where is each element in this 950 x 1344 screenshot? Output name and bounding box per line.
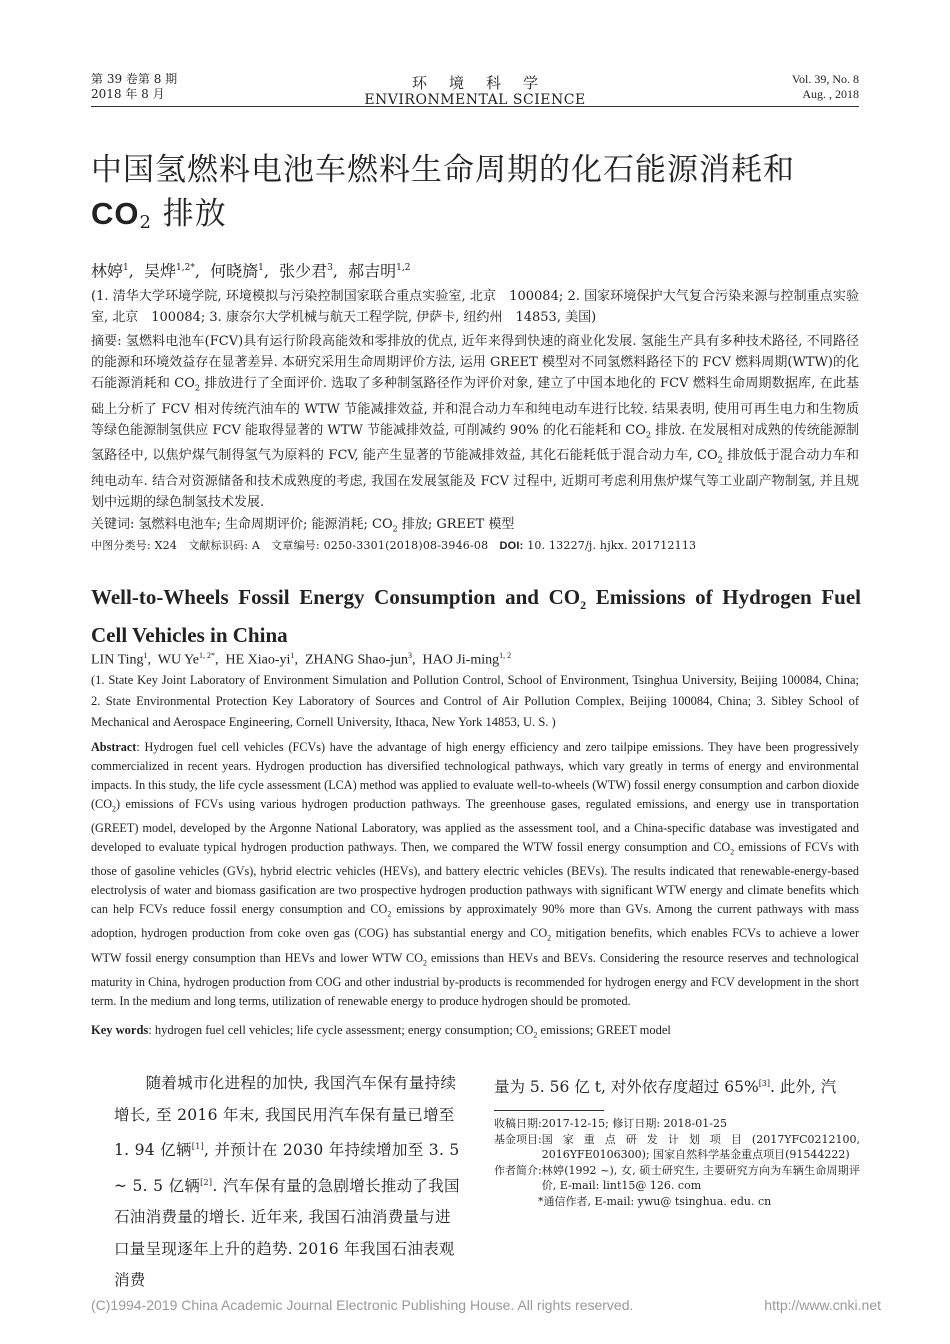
- title-en-part: Emissions of Hydrogen Fuel Cell Vehicles in China: [91, 585, 861, 648]
- title-en: [91, 582, 861, 650]
- keywords-cn: [91, 514, 859, 540]
- authors-cn: 林婷$^1$, 吴烨$^{1,2*}$, 何晓旖$^1$, 张少君$^3$, 郝吉明$^{1,2}$: [91, 261, 411, 281]
- affiliation-cn: (1. 清华大学环境学院, 环境模拟与污染控制国家联合重点实验室, 北京 100084; 2. 国家环境保护大气复合污染来源与控制重点实验室, 北京 100084; 3. 康奈尔大学机械与航天工程学院, 伊萨卡, 纽约州 14853, 美国): [91, 289, 859, 325]
- footnote-fund: [494, 1132, 860, 1163]
- author-en: HE Xiao-yi: [225, 652, 291, 668]
- keywords-cn-label: 关键词:: [91, 517, 135, 532]
- header-volume-en: [792, 72, 859, 102]
- abstract-en-text: emissions by approximately 90% more than GVs. Among the current pathways with mass adoption, hydrogen production from coke oven gas (COG) has substantial energy and CO: [91, 902, 859, 941]
- authors-en: LIN Ting$^1$, WU $Ye^{1, 2*}$, HE Xiao-$yi^1$, ZHANG Shao-jun$^3$, HAO Ji-ming$^{1, 2}$: [91, 651, 512, 668]
- sub-2: 2: [717, 455, 723, 465]
- body-text: , 并预计在 2030 年持续增加至 3. 5 ~ 5. 5 亿辆: [114, 1141, 460, 1195]
- title-cn-co: CO: [91, 196, 140, 231]
- abstract-cn-text: 排放低于混合动力车和纯电动车. 结合对资源储备和技术成熟度的考虑, 我国在发展氢能及 FCV 过程中, 近期可考虑利用焦炉煤气等工业副产物制氢, 并且规划中远期的绿色制氢技术发展.: [91, 448, 859, 510]
- copyright-url[interactable]: http://www.cnki.net: [764, 1297, 881, 1313]
- footnotes: [494, 1116, 860, 1209]
- author-cn-aff: 1: [258, 263, 264, 273]
- abstract-cn-label: 摘要:: [91, 334, 122, 349]
- author-en: LIN Ting: [91, 652, 144, 668]
- abstract-en-text: : Hydrogen fuel cell vehicles (FCVs) have the advantage of high energy efficiency and zero tailpipe emissions. They have been progressively commercialized in recent years. Hydrogen production has diversified technological pathways, which vary greatly in terms of energy and environmental impacts. In this study, the life cycle assessment (LCA) method was applied to evaluate well-to-wheels (WTW) fossil energy consumption and carbon dioxide (CO: [91, 740, 859, 811]
- body-right-column: [494, 1068, 860, 1104]
- abstract-cn: [91, 331, 859, 513]
- footnote-label: 收稿日期:: [494, 1117, 542, 1130]
- body-text: . 此外, 汽: [770, 1078, 837, 1097]
- body-text: 随着城市化进程的加快, 我国汽车保有量持续增长, 至 2016 年末, 我国民用汽车保有量已增至 1. 94 亿辆: [114, 1074, 457, 1160]
- author-en: WU Ye: [157, 652, 200, 668]
- sub-2: 2: [533, 1030, 538, 1040]
- author-cn-aff: 3: [327, 263, 333, 273]
- author-cn: 郝吉明: [348, 261, 397, 281]
- author-en: HAO Ji-ming: [422, 652, 500, 668]
- author-cn-aff: 1,2*: [176, 263, 195, 273]
- title-cn-sub: 2: [139, 212, 152, 233]
- sub-2: 2: [392, 524, 398, 534]
- volume-en: Vol. 39, No. 8: [791, 72, 859, 86]
- author-en-aff: 1, 2*: [199, 651, 216, 660]
- abstract-en-text: mitigation benefits, which enables FCVs to achieve a lower WTW fossil energy consumption than HEVs and lower WTW CO: [91, 926, 860, 965]
- footnote-label: 基金项目:: [494, 1132, 542, 1146]
- date-cn: 2018 年 8 月: [91, 87, 165, 101]
- author-en-aff: 3: [408, 651, 412, 660]
- footnote-text: 2017-12-15; 修订日期: 2018-01-25: [541, 1117, 727, 1130]
- abstract-en-label: Abstract: [91, 740, 137, 754]
- abstract-cn-text: 排放进行了全面评价. 选取了多种制氢路径作为评价对象, 建立了中国本地化的 FCV 燃料生命周期数据库, 在此基础上分析了 FCV 相对传统汽油车的 WTW 节能减排效益, 并和混合动力车和纯电动车进行比较. 结果表明, 使用可再生电力和生物质等绿色能源制氢供应 FCV 能取得显著的 WTW 节能减排效益, 可削减约 90% 的化石能耗和 CO: [91, 376, 859, 438]
- author-en-aff: 1: [290, 651, 295, 660]
- classification-text: 中图分类号: X24 文献标识码: A 文章编号: 0250-3301(2018)08-3946-08: [91, 539, 500, 552]
- footnote-corresponding: [494, 1194, 860, 1210]
- copyright-text: (C)1994-2019 China Academic Journal Electronic Publishing House. All rights reserved.: [91, 1297, 634, 1313]
- keywords-en-text: emissions; GREET model: [537, 1023, 671, 1037]
- journal-name-cn: 环境科学: [411, 74, 560, 92]
- footnote-author: [494, 1163, 860, 1194]
- sub-2: 2: [423, 958, 427, 968]
- footnote-received: [494, 1116, 860, 1132]
- date-en: Aug. , 2018: [802, 87, 859, 101]
- abstract-en-text: ) emissions of FCVs using various hydrogen production pathways. The greenhouse gases, regulated emissions, and energy use in transportation (GREET) model, developed by the Argonne National Laboratory, was applied as the assessment tool, and a China-specific database was investigated and developed to evaluate typical hydrogen production pathways. Then, we compared the WTW fossil energy consumption and CO: [91, 796, 859, 854]
- journal-name-en: ENVIRONMENTAL SCIENCE: [364, 92, 586, 108]
- copyright-line: [91, 1297, 881, 1313]
- author-cn: 张少君: [279, 261, 328, 281]
- reference-link[interactable]: [3]: [758, 1079, 771, 1088]
- doi-value[interactable]: 10. 13227/j. hjkx. 201712113: [523, 539, 697, 552]
- footnote-text: 通信作者, E-mail: ywu@ tsinghua. edu. cn: [543, 1194, 772, 1208]
- sub-2: 2: [645, 430, 651, 440]
- keywords-en-text: : hydrogen fuel cell vehicles; life cycle assessment; energy consumption; CO: [148, 1023, 534, 1037]
- classification-meta: [91, 538, 859, 554]
- abstract-cn-text: 排放. 在发展相对成熟的传统能源制氢路径中, 以焦炉煤气制得氢气为原料的 FCV, 能产生显著的节能减排效益, 其化石能耗低于混合动力车, CO: [91, 422, 859, 464]
- body-text: . 汽车保有量的急剧增长推动了我国石油消费量的增长. 近年来, 我国石油消费量与进口量呈现逐年上升的趋势. 2016 年我国石油表观消费: [114, 1176, 460, 1290]
- footnote-text: 国家重点研发计划项目(2017YFC0212100, 2016YFE0106300); 国家自然科学基金重点项目(91544222): [541, 1132, 860, 1161]
- sub-2: 2: [730, 847, 735, 857]
- body-text: 量为 5. 56 亿 t, 对外依存度超过 65%: [494, 1078, 759, 1097]
- header-rule: [91, 106, 859, 107]
- title-cn-line1: 中国氢燃料电池车燃料生命周期的化石能源消耗和: [91, 152, 795, 188]
- author-cn: 何晓旖: [210, 261, 259, 281]
- author-cn: 林婷: [91, 261, 124, 281]
- footnote-text: 林婷(1992 ~), 女, 硕士研究生, 主要研究方向为车辆生命周期评价, E-mail: lint15@ 126. com: [541, 1163, 860, 1192]
- author-en-aff: 1: [143, 651, 148, 660]
- affiliation-en: (1. State Key Joint Laboratory of Environment Simulation and Pollution Control, School of Environment, Tsinghua University, Beijing 100084, China; 2. State Environmental Protection Key Laboratory of Sources and Control of Air Pollution Complex, Beijing 100084, China; 3. Sibley School of Mechanical and Aerospace Engineering, Cornell University, Ithaca, New York 14853, U. S. ): [91, 673, 859, 729]
- sub-2: 2: [387, 909, 392, 919]
- sub-2: 2: [547, 933, 552, 943]
- author-cn-aff: 1: [123, 263, 129, 273]
- footnote-label: 作者简介:: [494, 1163, 542, 1177]
- keywords-cn-text: 排放; GREET 模型: [397, 517, 515, 532]
- reference-link[interactable]: [2]: [200, 1177, 213, 1187]
- sub-2: 2: [112, 804, 116, 814]
- doi-label: DOI:: [499, 540, 524, 552]
- sub-2: 2: [580, 598, 587, 613]
- author-cn-aff: 1,2: [396, 263, 411, 273]
- abstract-en-text: emissions than HEVs and BEVs. Considering the resource reserves and technological maturity in China, hydrogen production from COG and other industrial by-products is recommended for hydrogen energy and FCV development in the short term. In the medium and long terms, utilization of renewable energy to produce hydrogen should be promoted.: [91, 950, 860, 1009]
- abstract-en: [91, 738, 859, 1011]
- abstract-cn-text: 氢燃料电池车(FCV)具有运行阶段高能效和零排放的优点, 近年来得到快速的商业化发展. 氢能生产具有多种技术路径, 不同路径的能源和环境效益存在显著差异. 本研究采用生命周期评价方法, 运用 GREET 模型对不同氢燃料路径下的 FCV 燃料周期(WTW)的化石能源消耗和 CO: [91, 334, 859, 391]
- footnote-label: *: [538, 1194, 544, 1208]
- title-cn-line2: [91, 192, 871, 245]
- volume-cn: 第 39 卷第 8 期: [91, 72, 178, 86]
- author-cn: 吴烨: [144, 261, 177, 281]
- footnote-rule: [494, 1110, 604, 1111]
- keywords-en: [91, 1021, 859, 1045]
- title-cn: [91, 148, 871, 245]
- title-cn-rest: 排放: [151, 196, 227, 232]
- reference-link[interactable]: [1]: [191, 1142, 205, 1151]
- author-en: ZHANG Shao-jun: [304, 652, 408, 668]
- title-en-part: Well-to-Wheels Fossil Energy Consumption and CO: [91, 585, 581, 609]
- abstract-en-text: emissions of FCVs with those of gasoline vehicles (GVs), hybrid electric vehicles (HEVs), and battery electric vehicles (BEVs). The results indicated that renewable-energy-based electrolysis of water and biomass gasification are two prospective hydrogen production pathways with significant WTW energy and climate benefits which can help FCVs reduce fossil energy consumption and CO: [91, 839, 859, 917]
- sub-2: 2: [194, 383, 201, 393]
- keywords-cn-text: 氢燃料电池车; 生命周期评价; 能源消耗; CO: [134, 517, 393, 532]
- author-en-aff: 1, 2: [499, 651, 512, 660]
- body-left-column: [114, 1068, 461, 1297]
- keywords-en-label: Key words: [91, 1023, 149, 1037]
